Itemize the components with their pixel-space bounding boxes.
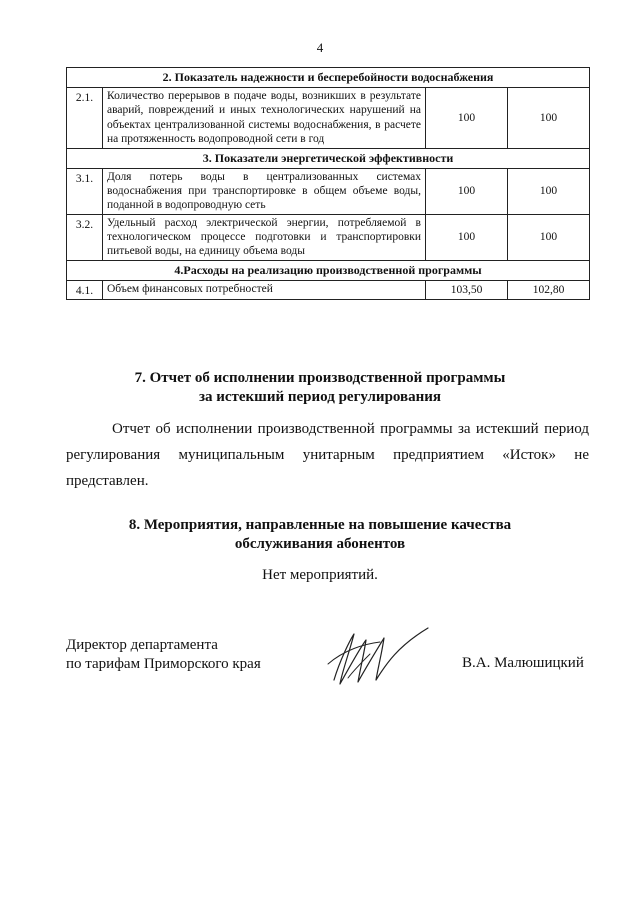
signatory-position-line-1: Директор департамента [66, 637, 218, 653]
indicators-table [66, 67, 590, 300]
row-value-2: 100 [508, 88, 590, 149]
section-7-title-line-2: за истекший период регулирования [198, 389, 442, 405]
row-description: Удельный расход электрической энергии, потребляемой в технологическом процессе подготовки и транспортировки питьевой воды, на единицу объема воды [103, 214, 426, 260]
signatory-position [66, 636, 261, 674]
signatory-position-line-2: по тарифам Приморского края [66, 656, 261, 672]
row-value-1: 103,50 [426, 280, 508, 299]
signatory-name: В.А. Малюшицкий [462, 655, 584, 671]
table-row [67, 88, 590, 149]
table-section-header: 4.Расходы на реализацию производственной программы [67, 260, 590, 280]
section-7-title [0, 369, 640, 407]
row-number: 3.2. [67, 214, 103, 260]
section-7-paragraph-text: Отчет об исполнении производственной программы за истекший период регулирования муниципальным унитарным предприятием «Исток» не представлен. [66, 421, 589, 489]
table-section-header: 3. Показатели энергетической эффективности [67, 148, 590, 168]
table-row [67, 168, 590, 214]
section-8-title [0, 516, 640, 554]
section-8-title-line-2: обслуживания абонентов [234, 536, 406, 552]
section-8-title-line-1: 8. Мероприятия, направленные на повышение качества [128, 517, 512, 533]
table-section-header: 2. Показатель надежности и бесперебойности водоснабжения [67, 68, 590, 88]
no-measures-text: Нет мероприятий. [262, 567, 378, 583]
row-value-2: 100 [508, 168, 590, 214]
table-row [67, 280, 590, 299]
row-value-2: 100 [508, 214, 590, 260]
row-value-1: 100 [426, 214, 508, 260]
row-description: Объем финансовых потребностей [103, 280, 426, 299]
row-description: Количество перерывов в подаче воды, возникших в результате аварий, повреждений и иных технологических нарушений на объектах централизованной системы водоснабжения, в расчете на протяженность водопроводной сети в год [103, 88, 426, 149]
section-7-title-line-1: 7. Отчет об исполнении производственной программы [134, 370, 506, 386]
row-number: 3.1. [67, 168, 103, 214]
row-value-2: 102,80 [508, 280, 590, 299]
page-number: 4 [316, 40, 324, 55]
row-value-1: 100 [426, 88, 508, 149]
handwritten-signature [320, 620, 430, 692]
row-description: Доля потерь воды в централизованных системах водоснабжения при транспортировке в общем объеме воды, поданной в водопроводную сеть [103, 168, 426, 214]
row-value-1: 100 [426, 168, 508, 214]
row-number: 4.1. [67, 280, 103, 299]
row-number: 2.1. [67, 88, 103, 149]
section-7-paragraph [66, 416, 589, 494]
table-row [67, 214, 590, 260]
